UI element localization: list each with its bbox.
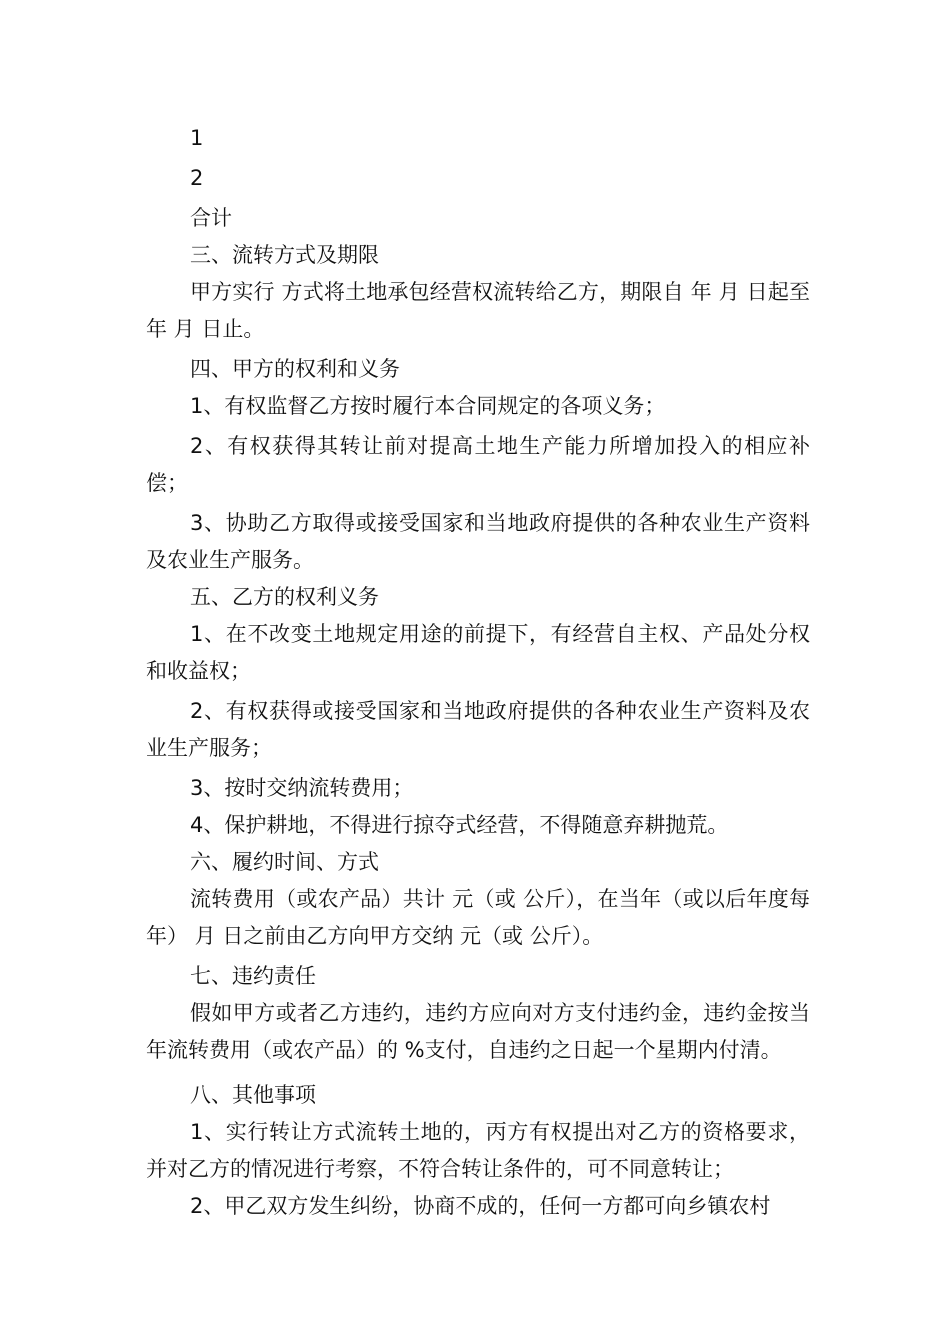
table-row-number-2: 2 [190,166,204,190]
table-row-number-1: 1 [190,126,204,150]
other-matters-item-1: 1、实行转让方式流转土地的，丙方有权提出对乙方的资格要求，并对乙方的情况进行考察，不符合转让条件的，可不同意转让； [146,1120,810,1181]
party-b-item-4: 4、保护耕地，不得进行掠夺式经营，不得随意弃耕抛荒。 [190,813,729,837]
party-a-item-2: 2、有权获得其转让前对提高土地生产能力所增加投入的相应补偿； [146,434,810,495]
section-heading-5: 五、乙方的权利义务 [190,585,379,609]
document-body [146,120,810,1225]
paragraph-payment-terms: 流转费用（或农产品）共计 元（或 公斤），在当年（或以后年度每年） 月 日之前由乙方向甲方交纳 元（或 公斤）。 [146,887,810,948]
other-matters-item-2: 2、甲乙双方发生纠纷，协商不成的，任何一方都可向乡镇农村 [190,1194,771,1218]
section-heading-6: 六、履约时间、方式 [190,850,379,874]
paragraph-breach-liability: 假如甲方或者乙方违约，违约方应向对方支付违约金，违约金按当年流转费用（或农产品）的 %支付，自违约之日起一个星期内付清。 [146,1001,810,1062]
section-heading-4: 四、甲方的权利和义务 [190,357,400,381]
section-heading-8: 八、其他事项 [190,1083,316,1107]
section-heading-3: 三、流转方式及期限 [190,243,379,267]
table-total-label: 合计 [190,206,232,230]
party-b-item-3: 3、按时交纳流转费用； [190,776,414,800]
section-heading-7: 七、违约责任 [190,964,316,988]
party-b-item-1: 1、在不改变土地规定用途的前提下，有经营自主权、产品处分权和收益权； [146,622,810,683]
paragraph-transfer-method: 甲方实行 方式将土地承包经营权流转给乙方，期限自 年 月 日起至 年 月 日止。 [146,280,810,341]
party-a-item-3: 3、协助乙方取得或接受国家和当地政府提供的各种农业生产资料及农业生产服务。 [146,511,810,572]
party-a-item-1: 1、有权监督乙方按时履行本合同规定的各项义务； [190,394,666,418]
party-b-item-2: 2、有权获得或接受国家和当地政府提供的各种农业生产资料及农业生产服务； [146,699,810,760]
